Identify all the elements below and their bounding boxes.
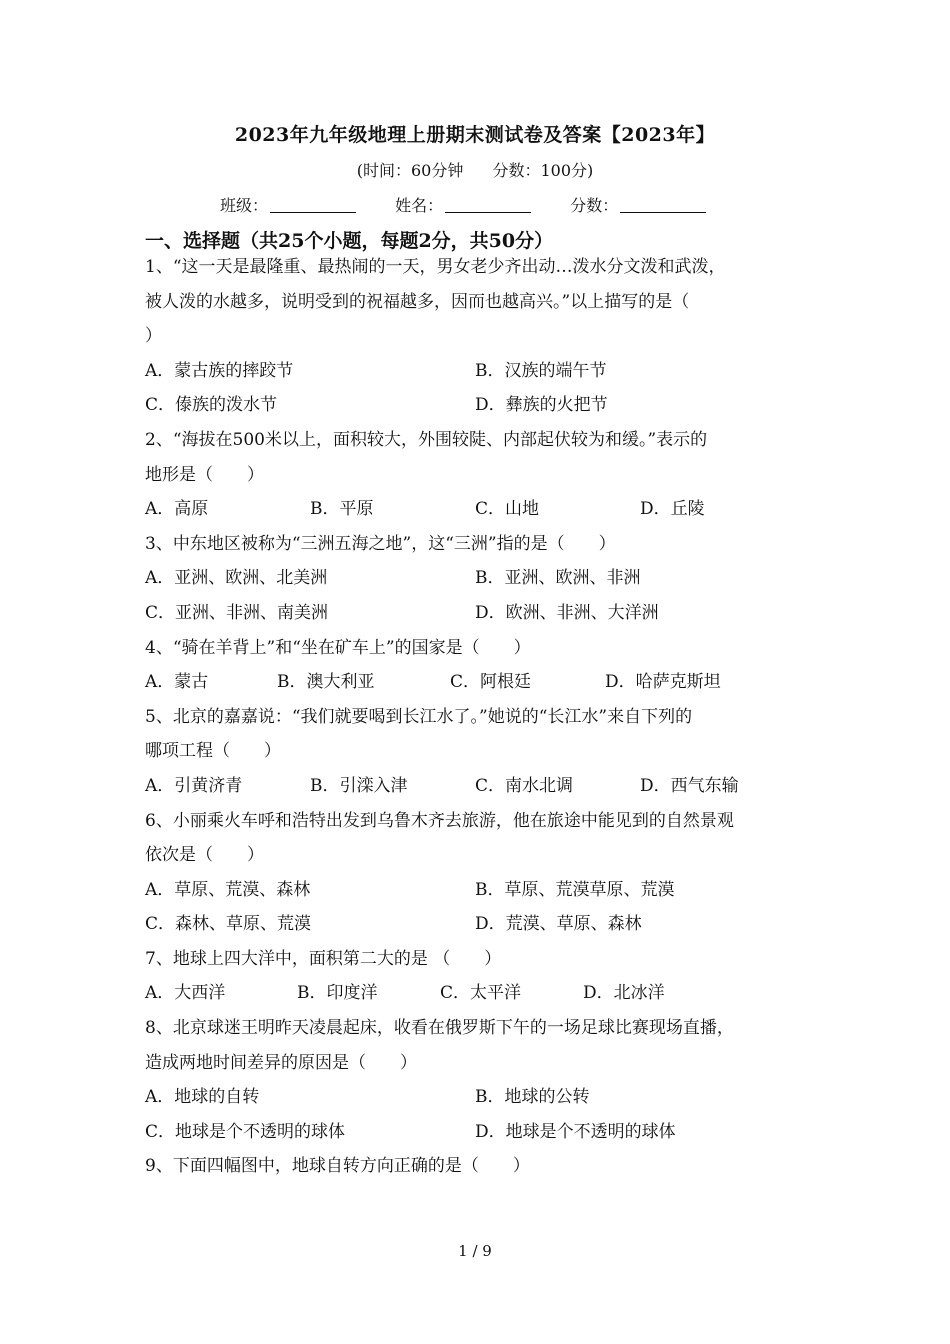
- question-6-options: [145, 907, 810, 942]
- option-c[interactable]: C．傣族的泼水节: [145, 395, 278, 416]
- option-a[interactable]: A．草原、荒漠、森林: [145, 879, 311, 900]
- question-8-options: [145, 1080, 810, 1115]
- option-d[interactable]: D．哈萨克斯坦: [605, 672, 721, 693]
- score-blank[interactable]: [620, 196, 706, 213]
- option-a[interactable]: A．高原: [145, 499, 209, 520]
- question-2-line: 2、“海拔在500米以上，面积较大，外围较陡、内部起伏较为和缓。”表示的: [145, 429, 708, 450]
- option-d[interactable]: D．荒漠、草原、森林: [475, 914, 642, 935]
- option-c[interactable]: C．亚洲、非洲、南美洲: [145, 602, 329, 623]
- section-heading: 一、选择题（共25个小题，每题2分，共50分）: [145, 230, 554, 252]
- question-5-line: 哪项工程（ ）: [145, 741, 281, 762]
- question-9-line: 9、下面四幅图中，地球自转方向正确的是（ ）: [145, 1156, 530, 1177]
- option-c[interactable]: C．森林、草原、荒漠: [145, 914, 312, 935]
- question-3-line: 3、中东地区被称为“三洲五海之地”，这“三洲”指的是（ ）: [145, 533, 616, 554]
- option-d[interactable]: D．西气东输: [640, 775, 739, 796]
- option-b[interactable]: B．引滦入津: [310, 775, 408, 796]
- class-blank[interactable]: [270, 196, 356, 213]
- option-a[interactable]: A．大西洋: [145, 983, 226, 1004]
- question-7-line: 7、地球上四大洋中，面积第二大的是 （ ）: [145, 948, 502, 969]
- class-field: 班级：: [220, 193, 356, 216]
- option-c[interactable]: C．山地: [475, 499, 540, 520]
- option-b[interactable]: B．亚洲、欧洲、非洲: [475, 568, 641, 589]
- question-2-line: 地形是（ ）: [145, 464, 264, 485]
- option-a[interactable]: A．亚洲、欧洲、北美洲: [145, 568, 328, 589]
- option-c[interactable]: C．太平洋: [440, 983, 522, 1004]
- student-info: [220, 193, 740, 216]
- option-d[interactable]: D．地球是个不透明的球体: [475, 1121, 676, 1142]
- question-4-line: 4、“骑在羊背上”和“坐在矿车上”的国家是（ ）: [145, 637, 531, 658]
- option-d[interactable]: D．丘陵: [640, 499, 705, 520]
- time-limit: (时间：60分钟: [356, 161, 464, 180]
- question-4-options: [145, 665, 810, 700]
- option-b[interactable]: B．地球的公转: [475, 1087, 590, 1108]
- option-d[interactable]: D．欧洲、非洲、大洋洲: [475, 602, 659, 623]
- question-3-options: [145, 561, 810, 596]
- page-number: 1 / 9: [458, 1242, 492, 1260]
- option-b[interactable]: B．汉族的端午节: [475, 360, 607, 381]
- option-a[interactable]: A．地球的自转: [145, 1087, 260, 1108]
- exam-meta: [0, 158, 950, 181]
- question-5-line: 5、北京的嘉嘉说：“我们就要喝到长江水了。”她说的“长江水”来自下列的: [145, 706, 693, 727]
- question-6-options: [145, 873, 810, 908]
- option-b[interactable]: B．印度洋: [297, 983, 378, 1004]
- option-c[interactable]: C．地球是个不透明的球体: [145, 1121, 346, 1142]
- exam-title: 2023年九年级地理上册期末测试卷及答案【2023年】: [234, 124, 716, 146]
- option-c[interactable]: C．南水北调: [475, 775, 574, 796]
- question-1-options: [145, 354, 810, 389]
- name-blank[interactable]: [445, 196, 531, 213]
- option-d[interactable]: D．彝族的火把节: [475, 395, 608, 416]
- question-5-options: [145, 769, 810, 804]
- option-d[interactable]: D．北冰洋: [583, 983, 665, 1004]
- name-field: 姓名：: [395, 193, 531, 216]
- question-1-line: ）: [145, 326, 162, 347]
- question-1-line: 1、“这一天是最隆重、最热闹的一天，男女老少齐出动…泼水分文泼和武泼，: [145, 257, 726, 277]
- question-8-line: 8、北京球迷王明昨天凌晨起床，收看在俄罗斯下午的一场足球比赛现场直播，: [145, 1018, 734, 1039]
- option-b[interactable]: B．澳大利亚: [277, 672, 375, 693]
- question-list: [145, 250, 810, 1184]
- question-6-line: 依次是（ ）: [145, 845, 264, 866]
- question-8-options: [145, 1115, 810, 1150]
- question-1-line: 被人泼的水越多，说明受到的祝福越多，因而也越高兴。”以上描写的是（: [145, 291, 690, 312]
- option-b[interactable]: B．平原: [310, 499, 374, 520]
- total-score: 分数：100分): [492, 161, 594, 180]
- question-3-options: [145, 596, 810, 631]
- question-8-line: 造成两地时间差异的原因是（ ）: [145, 1052, 417, 1073]
- option-a[interactable]: A．蒙古: [145, 672, 209, 693]
- question-2-options: [145, 492, 810, 527]
- question-6-line: 6、小丽乘火车呼和浩特出发到乌鲁木齐去旅游，他在旅途中能见到的自然景观: [145, 810, 734, 831]
- option-a[interactable]: A．蒙古族的摔跤节: [145, 360, 294, 381]
- score-field: 分数：: [570, 193, 706, 216]
- question-7-options: [145, 976, 810, 1011]
- option-a[interactable]: A．引黄济青: [145, 775, 243, 796]
- option-c[interactable]: C．阿根廷: [450, 672, 532, 693]
- question-1-options: [145, 388, 810, 423]
- option-b[interactable]: B．草原、荒漠草原、荒漠: [475, 879, 675, 900]
